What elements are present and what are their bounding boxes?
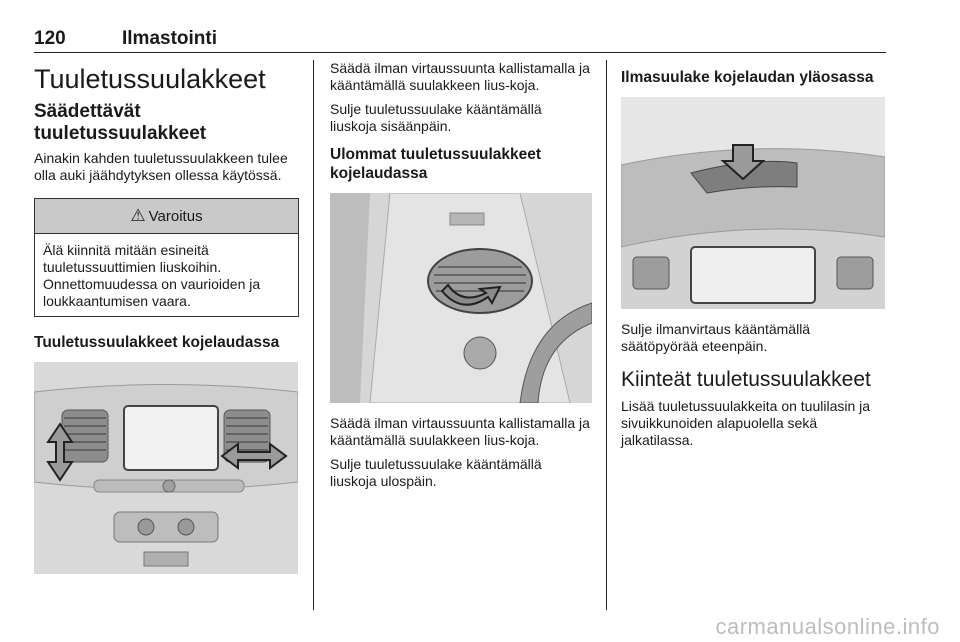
paragraph-close-inward: Sulje tuuletussuulake kääntämällä liuskoja sisäänpäin. bbox=[330, 101, 542, 134]
watermark: carmanualsonline.info bbox=[715, 614, 940, 639]
section-heading-fixed-vents: Kiinteät tuuletussuulakkeet bbox=[621, 368, 871, 391]
warning-box bbox=[34, 198, 299, 317]
dashboard-center-vents-figure bbox=[34, 362, 298, 574]
intro-paragraph: Ainakin kahden tuuletussuulakkeen tulee olla auki jäähdytyksen ollessa käytössä. bbox=[34, 150, 288, 183]
warning-text: Älä kiinnitä mitään esineitä tuuletussuuttimien liuskoihin. Onnettomuudessa on vaurioiden ja loukkaantumisen vaara. bbox=[43, 242, 261, 309]
column-divider bbox=[606, 60, 607, 610]
section-heading-upper-vent: Ilmasuulake kojelaudan yläosassa bbox=[621, 69, 874, 86]
warning-header bbox=[35, 199, 298, 234]
section-heading-dashboard-vents: Tuuletussuulakkeet kojelaudassa bbox=[34, 334, 280, 351]
paragraph-close-outward: Sulje tuuletussuulake kääntämällä liuskoja ulospäin. bbox=[330, 456, 542, 489]
column-divider bbox=[313, 60, 314, 610]
running-title: Ilmastointi bbox=[122, 28, 218, 49]
paragraph-fixed-vents: Lisää tuuletussuulakkeita on tuulilasin ja sivuikkunoiden alapuolella sekä jalkatilassa. bbox=[621, 398, 871, 448]
upper-dashboard-vent-figure bbox=[621, 97, 885, 309]
page-number: 120 bbox=[34, 28, 66, 49]
warning-body bbox=[35, 234, 298, 316]
page-header bbox=[34, 26, 886, 53]
column-1 bbox=[34, 60, 299, 586]
section-title-adjustable: Säädettävät tuuletussuulakkeet bbox=[34, 101, 207, 144]
page-title: Tuuletussuulakkeet bbox=[34, 64, 266, 94]
paragraph-adjust-direction: Säädä ilman virtaussuunta kallistamalla ja kääntämällä suulakkeen lius-koja. bbox=[330, 60, 590, 93]
paragraph-close-airflow: Sulje ilmanvirtaus kääntämällä säätöpyörää eteenpäin. bbox=[621, 321, 811, 354]
outer-vent-figure bbox=[330, 193, 592, 403]
warning-triangle-icon: ⚠ bbox=[130, 206, 146, 225]
warning-title: Varoitus bbox=[148, 207, 203, 225]
column-2 bbox=[330, 60, 592, 497]
column-3 bbox=[621, 60, 885, 456]
paragraph-adjust-direction-outer: Säädä ilman virtaussuunta kallistamalla ja kääntämällä suulakkeen lius-koja. bbox=[330, 415, 590, 448]
section-heading-outer-vents: Ulommat tuuletussuulakkeet kojelaudassa bbox=[330, 146, 542, 182]
